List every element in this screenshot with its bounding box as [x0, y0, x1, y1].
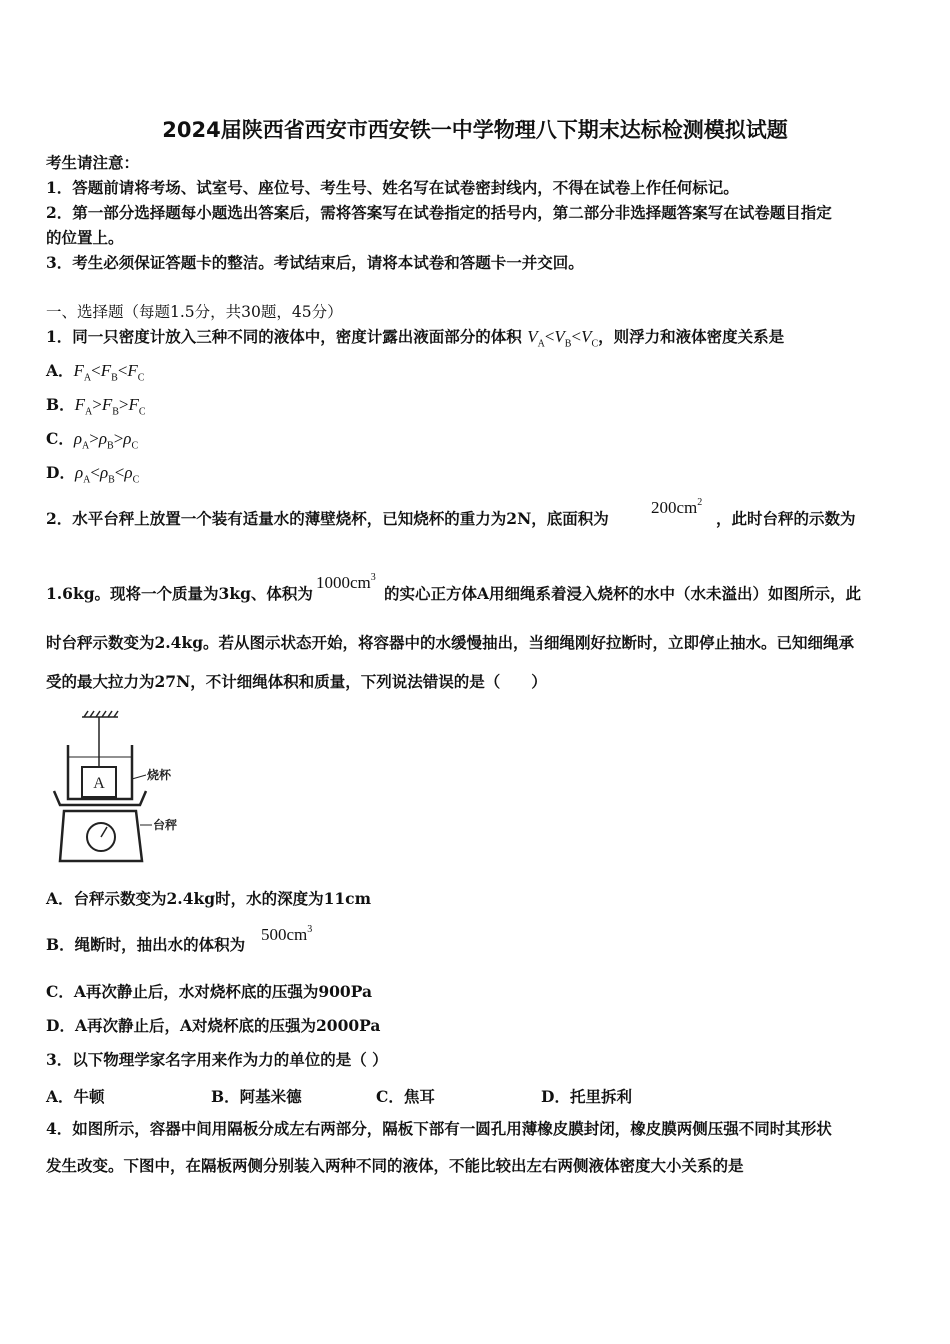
q3-option-c[interactable]: C．焦耳 — [376, 1087, 435, 1106]
notice-heading: 考生请注意： — [46, 153, 140, 172]
section-heading: 一、选择题（每题1.5分，共30题，45分） — [46, 303, 343, 321]
q1-option-c-label: C． — [46, 429, 74, 448]
question-4-line-1: 4．如图所示，容器中间用隔板分成左右两部分，隔板下部有一圆孔用薄橡皮膜封闭，橡皮膜两侧压强不同时其形状 — [46, 1119, 832, 1138]
q2-area-value: 200cm — [651, 498, 698, 517]
q2-line-2-post: 的实心正方体A用细绳系着浸入烧杯的水中（水未溢出）如图所示，此 — [384, 584, 862, 603]
q1-option-b[interactable] — [46, 395, 146, 422]
q1-option-b-label: B． — [46, 395, 75, 414]
question-1-stem — [46, 327, 784, 354]
notice-item-3: 3．考生必须保证答题卡的整洁。考试结束后，请将本试卷和答题卡一并交回。 — [46, 253, 584, 272]
q1-stem-pre: 1．同一只密度计放入三种不同的液体中，密度计露出液面部分的体积 — [46, 327, 528, 346]
q3-option-a[interactable]: A．牛顿 — [46, 1087, 105, 1106]
q3-option-d[interactable]: D．托里拆利 — [541, 1087, 632, 1106]
beaker-label: 烧杯 — [147, 768, 172, 782]
notice-item-1: 1．答题前请将考场、试室号、座位号、考生号、姓名写在试卷密封线内，不得在试卷上作任何标记。 — [46, 178, 739, 197]
q1-option-c-formula: $\rho_A>\rho_B>\rho_C$ — [73, 429, 139, 452]
ceiling-hatch — [82, 711, 118, 717]
q2-line-1-post: ，此时台秤的示数为 — [716, 509, 856, 528]
question-3-stem: 3．以下物理学家名字用来作为力的单位的是（ ） — [46, 1050, 388, 1069]
q2-volume-value: 1000cm — [316, 573, 371, 592]
q1-option-a[interactable] — [46, 361, 144, 388]
beaker-scale-figure — [46, 709, 196, 869]
q1-option-d-formula: $\rho_A<\rho_B<\rho_C$ — [74, 463, 140, 486]
cube-a-label: A — [93, 775, 105, 792]
q1-option-c[interactable] — [46, 429, 138, 456]
q1-option-a-formula: $F_A<F_B<F_C$ — [73, 361, 145, 384]
notice-item-2: 2．第一部分选择题每小题选出答案后，需将答案写在试卷指定的括号内，第二部分非选择题答案写在试卷题目指定 — [46, 203, 832, 222]
q2-option-c[interactable]: C．A再次静止后，水对烧杯底的压强为900Pa — [46, 982, 373, 1001]
q1-option-a-label: A． — [46, 361, 74, 380]
q1-option-b-formula: $F_A>F_B>F_C$ — [74, 395, 146, 418]
question-4-line-2: 发生改变。下图中，在隔板两侧分别装入两种不同的液体，不能比较出左右两侧液体密度大小关系的是 — [46, 1156, 744, 1175]
q1-option-d-label: D． — [46, 463, 75, 482]
q2-line-3: 时台秤示数变为2.4kg。若从图示状态开始，将容器中的水缓慢抽出，当细绳刚好拉断时，立即停止抽水。已知细绳承 — [46, 633, 855, 652]
q1-option-d[interactable] — [46, 463, 139, 490]
q2-option-b-value: 500cm — [261, 925, 308, 944]
q2-option-b[interactable]: B．绳断时，抽出水的体积为 — [46, 935, 246, 954]
q2-line-2-pre: 1.6kg。现将一个质量为3kg、体积为 — [46, 584, 313, 603]
beaker-label-leader — [132, 775, 146, 779]
q1-stem-post: ，则浮力和液体密度关系是 — [598, 327, 785, 346]
scale — [54, 791, 146, 861]
q1-volume-relation: $V_A<V_B<V_C$ — [527, 327, 599, 350]
q2-option-b-formula: $500cm^3$ — [261, 924, 313, 944]
q3-option-b[interactable]: B．阿基米德 — [211, 1087, 302, 1106]
q2-option-d[interactable]: D．A再次静止后，A对烧杯底的压强为2000Pa — [46, 1016, 381, 1035]
q2-line-1-pre: 2．水平台秤上放置一个装有适量水的薄壁烧杯，已知烧杯的重力为2N，底面积为 — [46, 509, 609, 528]
q2-line-4: 受的最大拉力为27N，不计细绳体积和质量，下列说法错误的是（ ） — [46, 672, 547, 691]
page-title: 2024届陕西省西安市西安铁一中学物理八下期末达标检测模拟试题 — [162, 118, 788, 142]
q2-option-a[interactable]: A．台秤示数变为2.4kg时，水的深度为11cm — [46, 889, 371, 908]
cube-a — [82, 767, 116, 797]
scale-label: 台秤 — [153, 818, 178, 832]
q2-area-formula: $200cm^2$ — [651, 497, 703, 517]
notice-item-2-cont: 的位置上。 — [46, 228, 124, 247]
q2-volume-formula: $1000cm^3$ — [316, 572, 376, 592]
